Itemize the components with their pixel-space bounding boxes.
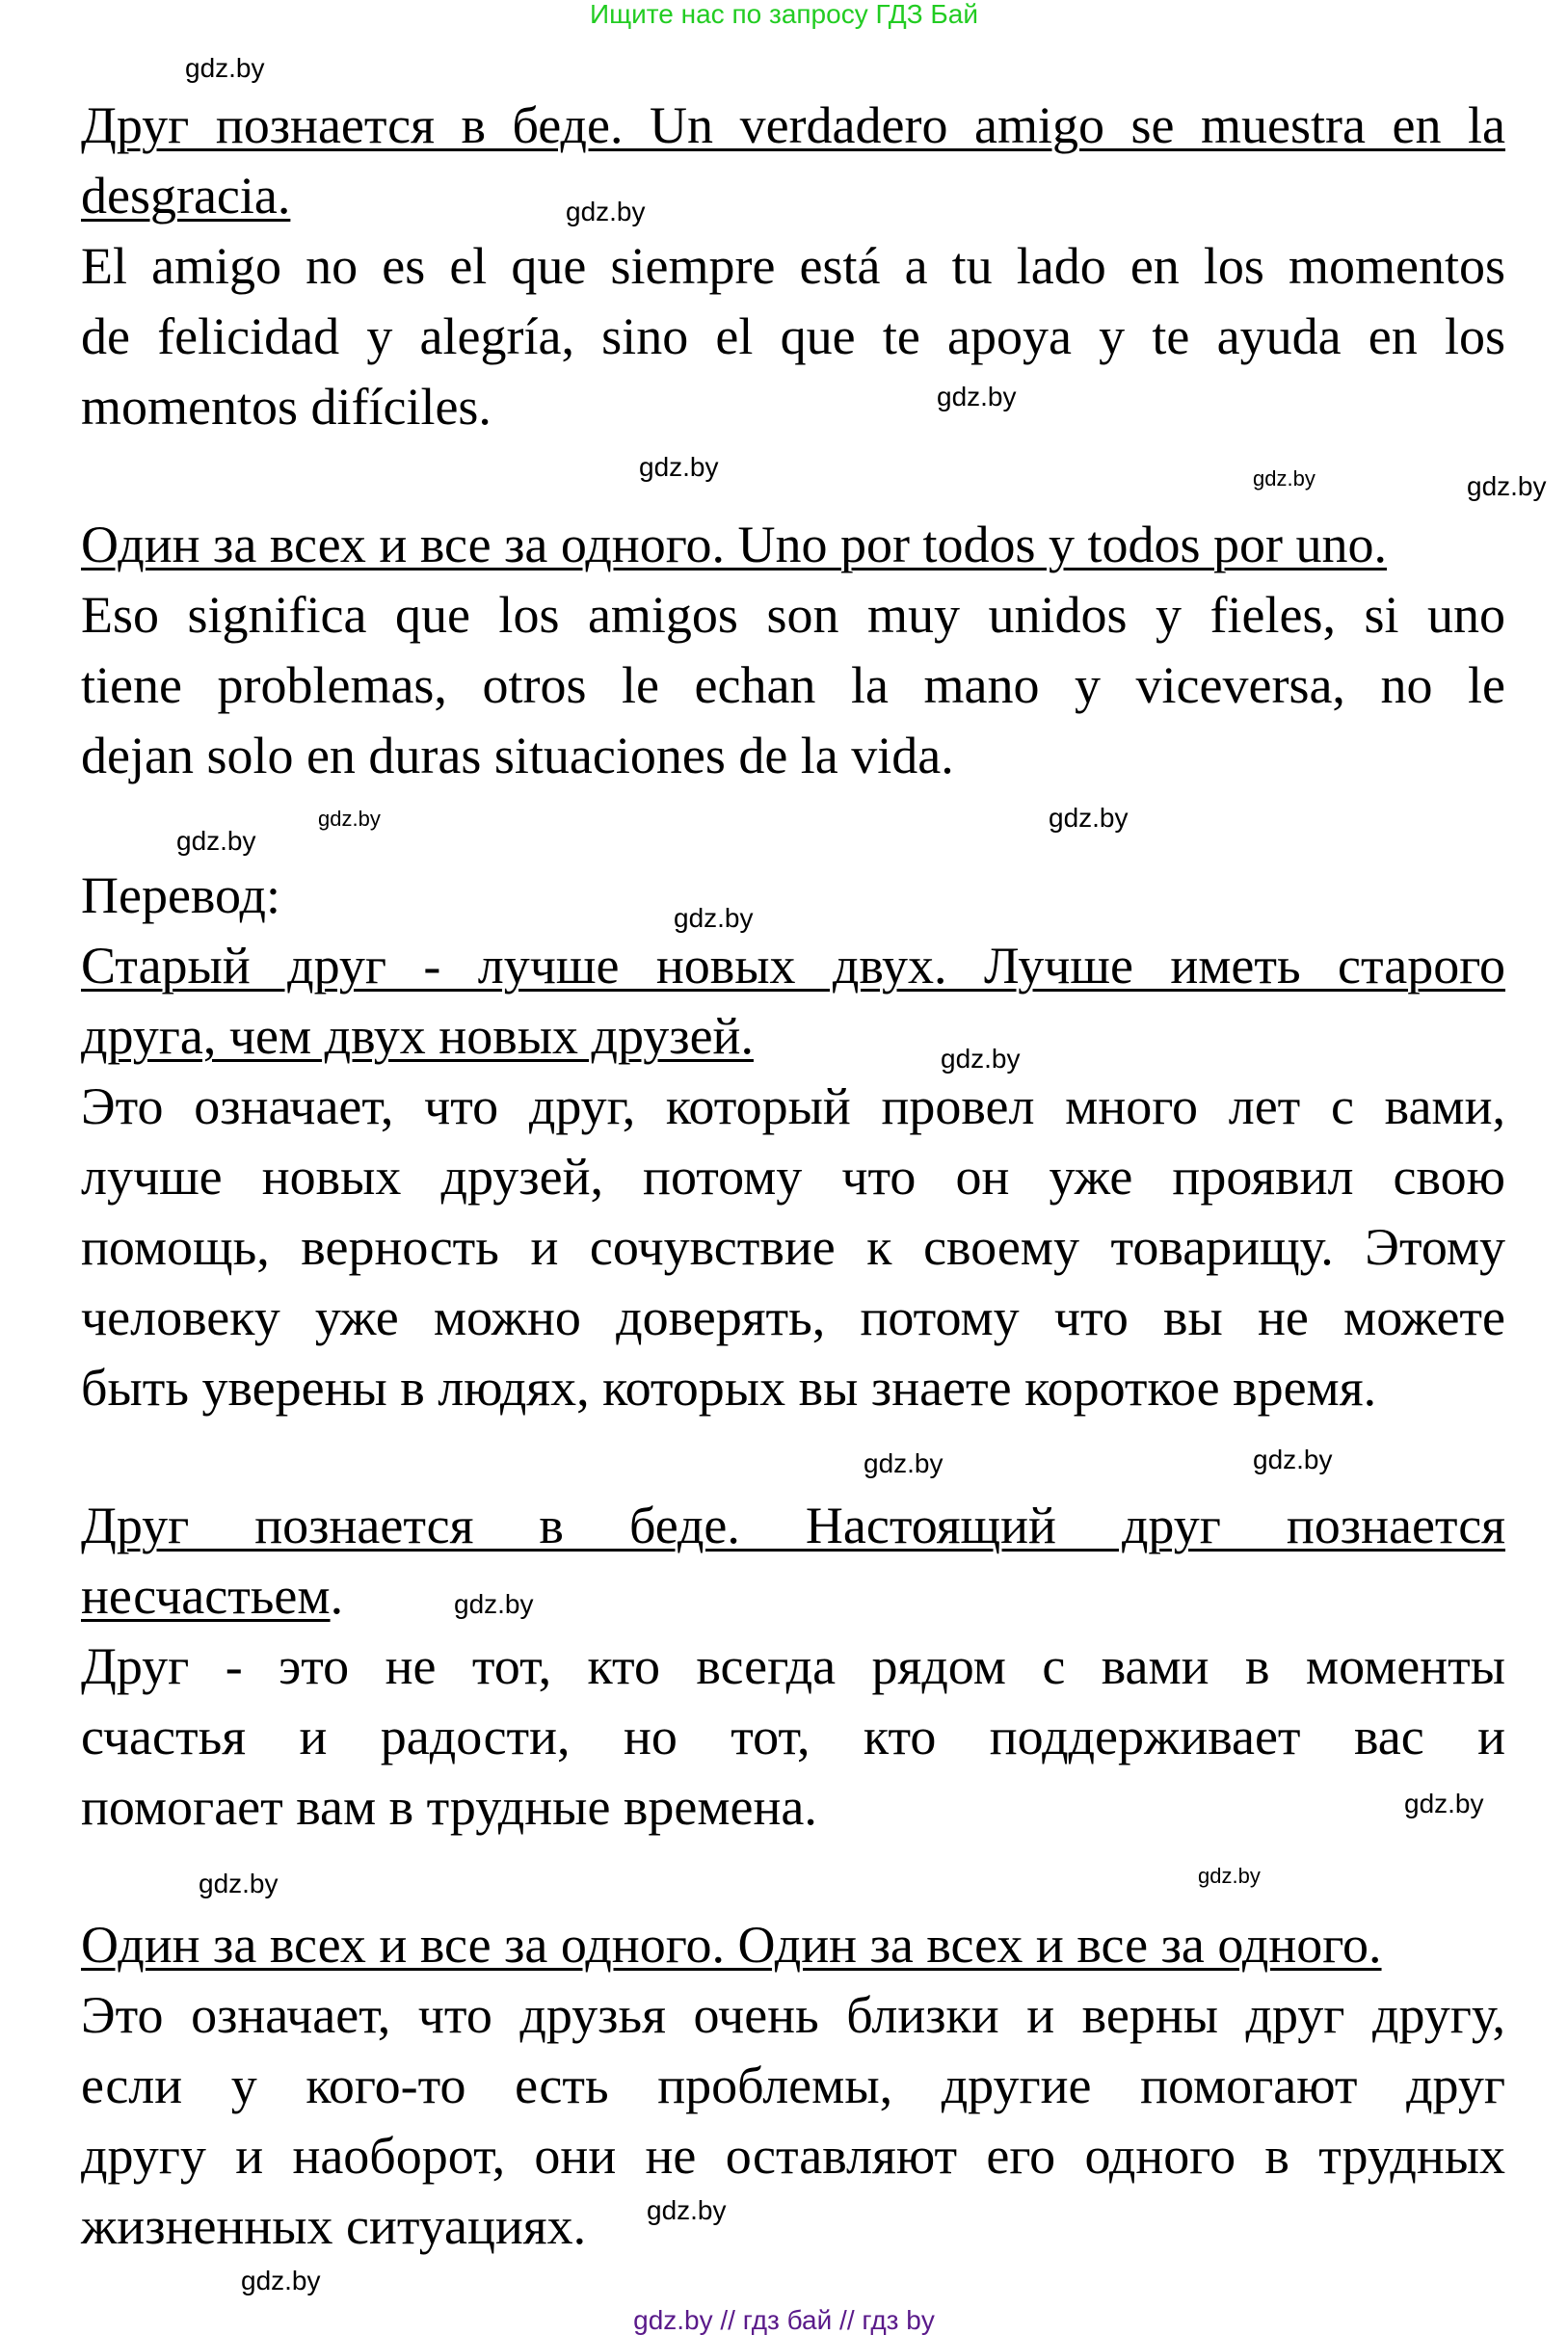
proverb-heading: несчастьем (81, 1567, 331, 1625)
body-line: лучше новых друзей, потому что он уже проявил свою (81, 1148, 1505, 1206)
body-line: Eso significa que los amigos son muy unidos y fieles, si uno (81, 586, 1505, 644)
site-footer: gdz.by // гдз бай // гдз by (633, 2305, 935, 2335)
body-line: momentos difíciles. (81, 378, 492, 436)
body-line: жизненных ситуациях. (81, 2197, 587, 2255)
watermark: gdz.by (318, 807, 381, 831)
body-line: Это означает, что друзья очень близки и верны друг другу, (81, 1986, 1505, 2044)
proverb-heading: Один за всех и все за одного. Uno por todos y todos por uno. (81, 516, 1388, 573)
proverb-heading: Старый друг - лучше новых двух. Лучше иметь старого (81, 937, 1505, 995)
proverb-block-2 (81, 510, 1505, 791)
watermark: gdz.by (639, 452, 719, 482)
watermark: gdz.by (1467, 471, 1547, 501)
proverb-heading: Друг познается в беде. Un verdadero amigo se muestra en la (81, 96, 1505, 154)
search-hint-header: Ищите нас по запросу ГДЗ Бай (589, 0, 979, 29)
watermark: gdz.by (185, 53, 265, 83)
body-line: tiene problemas, otros le echan la mano y viceversa, no le (81, 656, 1505, 714)
watermark: gdz.by (1404, 1789, 1484, 1818)
proverb-block-4 (81, 1491, 1505, 1843)
body-line: быть уверены в людях, которых вы знаете короткое время. (81, 1359, 1377, 1417)
watermark: gdz.by (647, 2195, 727, 2225)
watermark: gdz.by (1253, 1445, 1333, 1474)
body-line: если у кого-то есть проблемы, другие помогают друг (81, 2056, 1505, 2114)
body-line: dejan solo en duras situaciones de la vida. (81, 727, 954, 784)
watermark: gdz.by (864, 1448, 943, 1478)
body-line: другу и наоборот, они не оставляют его одного в трудных (81, 2127, 1505, 2185)
body-line: помощь, верность и сочувствие к своему товарищу. Этому (81, 1218, 1505, 1276)
translation-label: Перевод: (81, 866, 280, 924)
watermark: gdz.by (1253, 466, 1316, 491)
body-line: El amigo no es el que siempre está a tu lado en los momentos (81, 237, 1505, 295)
proverb-heading: Друг познается в беде. Настоящий друг познается (81, 1497, 1505, 1554)
proverb-block-1 (81, 91, 1505, 442)
proverb-heading: desgracia. (81, 167, 291, 225)
body-line: помогает вам в трудные времена. (81, 1778, 817, 1836)
proverb-heading: Один за всех и все за одного. Один за всех и все за одного. (81, 1916, 1382, 1974)
watermark: gdz.by (937, 382, 1017, 411)
body-line: de felicidad y alegría, sino el que te apoya y te ayuda en los (81, 307, 1505, 365)
watermark: gdz.by (176, 826, 256, 856)
body-line: Друг - это не тот, кто всегда рядом с вами в моменты (81, 1637, 1505, 1695)
proverb-block-5 (81, 1910, 1505, 2262)
watermark: gdz.by (1049, 803, 1129, 833)
body-line: Это означает, что друг, который провел много лет с вами, (81, 1077, 1505, 1135)
proverb-heading: друга, чем двух новых друзей. (81, 1007, 754, 1065)
watermark: gdz.by (1198, 1864, 1261, 1888)
heading-period: . (330, 1567, 344, 1625)
watermark: gdz.by (199, 1869, 279, 1898)
body-line: человеку уже можно доверять, потому что вы не можете (81, 1288, 1505, 1346)
watermark: gdz.by (454, 1589, 534, 1619)
watermark: gdz.by (566, 197, 646, 226)
watermark: gdz.by (941, 1044, 1021, 1074)
translation-block (81, 861, 1505, 1423)
body-line: счастья и радости, но тот, кто поддерживает вас и (81, 1708, 1505, 1765)
watermark: gdz.by (241, 2266, 321, 2295)
watermark: gdz.by (674, 903, 754, 933)
